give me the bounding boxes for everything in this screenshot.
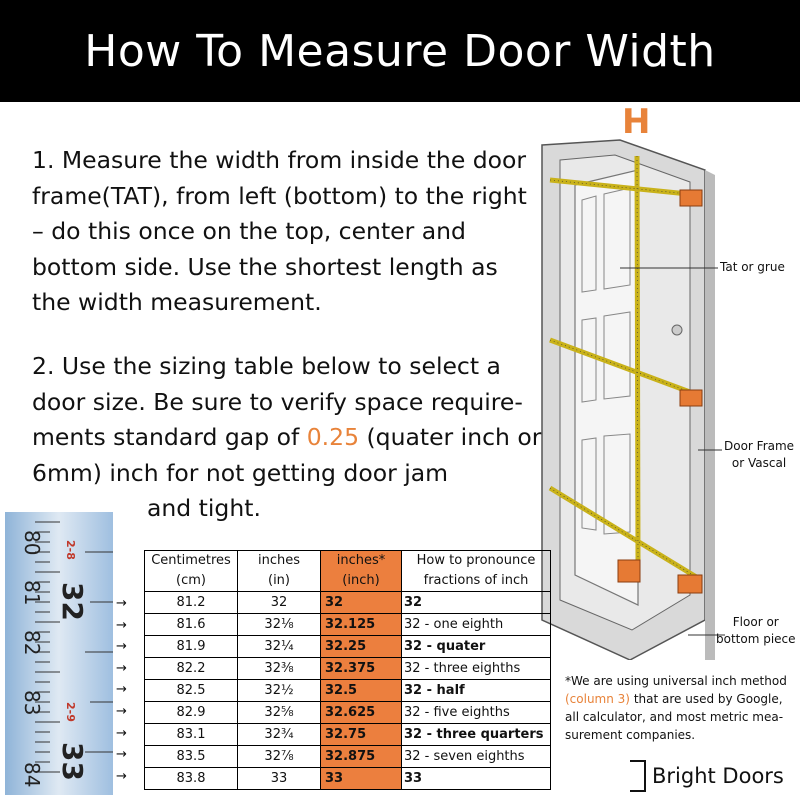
cell-decimal: 32.625 [321,702,402,724]
note-text-a: *We are using universal inch method [565,674,787,688]
cell-cm: 82.5 [145,680,238,702]
tape-frac-2-8: 2-8 [64,540,77,560]
header-pronounce [402,551,551,592]
arrow-icon: → [116,747,127,763]
cell-pronounce: 32 - quater [402,636,551,658]
cell-decimal: 33 [321,768,402,790]
gap-value: 0.25 [306,423,360,451]
sizing-table [144,550,551,790]
arrow-icon: → [116,660,127,676]
cell-decimal: 32.875 [321,746,402,768]
table-row [145,658,551,680]
tape-mark-82: 82 [20,630,44,656]
height-label: H [622,102,651,142]
header-cm [145,551,238,592]
row-arrows [116,593,144,787]
header-in [238,551,321,592]
cell-in: 32¾ [238,724,321,746]
cell-decimal: 32.125 [321,614,402,636]
instruction-step-2 [32,349,542,527]
tape-mark-80: 80 [20,530,44,556]
header-pronounce-line1: How to pronounce [416,553,536,568]
header-pronounce-line2: fractions of inch [423,573,529,588]
table-header-row [145,551,551,592]
step2-text-b: (quater inch or 6mm) inch for not getting door jam [32,423,542,487]
cell-in: 33 [238,768,321,790]
arrow-icon: → [116,725,127,741]
cell-in: 32¼ [238,636,321,658]
cell-cm: 82.2 [145,658,238,680]
tape-mark-32: 32 [56,582,89,621]
arrow-icon: → [116,703,127,719]
tape-mark-81: 81 [20,580,44,606]
frame-label-line2: or Vascal [731,456,787,470]
tape-frac-2-9: 2-9 [64,702,77,722]
cell-cm: 82.9 [145,702,238,724]
cell-in: 32⅝ [238,702,321,724]
tape-measure-image [5,512,113,795]
table-row [145,724,551,746]
header-decimal-line2: (inch) [342,573,380,588]
cell-cm: 83.1 [145,724,238,746]
brand-name: Bright Doors [652,764,784,788]
brand-logo [630,760,784,792]
cell-cm: 81.2 [145,592,238,614]
cell-in: 32⅞ [238,746,321,768]
table-row [145,746,551,768]
cell-in: 32⅛ [238,614,321,636]
header-in-line1: inches [257,553,300,568]
cell-decimal: 32.5 [321,680,402,702]
door-logo-icon [630,760,646,792]
arrow-icon: → [116,768,127,784]
cell-in: 32⅜ [238,658,321,680]
note-text-b: that are used by Google, all calculator, and most metric mea- surement companies. [565,692,784,742]
door-frame-label [724,438,794,472]
arrow-icon: → [116,682,127,698]
floor-label [716,614,796,648]
arrow-icon: → [116,639,127,655]
step2-text-c: and tight. [147,494,261,522]
tape-mark-84: 84 [20,762,44,788]
cell-cm: 81.9 [145,636,238,658]
tat-label: Tat or grue [720,260,785,274]
table-row [145,702,551,724]
header-cm-line2: (cm) [176,573,206,588]
cell-cm: 83.5 [145,746,238,768]
arrow-icon: → [116,596,127,611]
header-decimal-line1: inches* [336,553,386,568]
cell-in: 32½ [238,680,321,702]
floor-label-line2: bottom piece [716,632,796,646]
tape-mark-33: 33 [56,742,89,781]
cell-decimal: 32.25 [321,636,402,658]
cell-pronounce: 32 - three quarters [402,724,551,746]
cell-decimal: 32.375 [321,658,402,680]
cell-pronounce: 32 - three eighths [402,658,551,680]
cell-pronounce: 33 [402,768,551,790]
arrow-icon: → [116,617,127,633]
table-row [145,614,551,636]
tape-mark-83: 83 [20,690,44,716]
table-row [145,680,551,702]
floor-label-line1: Floor or [732,615,779,629]
frame-label-line1: Door Frame [724,439,795,453]
footnote [565,672,795,744]
cell-pronounce: 32 [402,592,551,614]
step2-text-a: 2. Use the sizing table below to select a door size. Be sure to verify space require- ments standard gap of [32,352,523,451]
table-row [145,592,551,614]
table-row [145,768,551,790]
instruction-step-1: 1. Measure the width from inside the door frame(TAT), from left (bottom) to the right – do this once on the top, center and bottom side. Use the shortest length as the width measurement. [32,146,527,316]
header-cm-line1: Centimetres [151,553,231,568]
header-in-line2: (in) [268,573,290,588]
cell-pronounce: 32 - one eighth [402,614,551,636]
note-highlight: (column 3) [565,692,630,706]
cell-in: 32 [238,592,321,614]
table-row [145,636,551,658]
header-decimal [321,551,402,592]
cell-pronounce: 32 - five eighths [402,702,551,724]
cell-decimal: 32 [321,592,402,614]
cell-cm: 83.8 [145,768,238,790]
cell-decimal: 32.75 [321,724,402,746]
cell-pronounce: 32 - half [402,680,551,702]
page-title: How To Measure Door Width [84,25,716,77]
cell-cm: 81.6 [145,614,238,636]
title-banner [0,0,800,102]
cell-pronounce: 32 - seven eighths [402,746,551,768]
